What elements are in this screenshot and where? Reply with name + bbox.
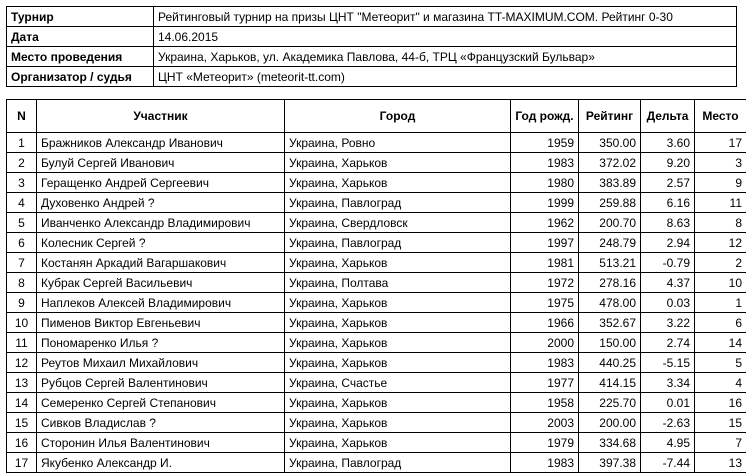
table-row xyxy=(7,193,746,213)
place: 9 xyxy=(695,173,746,193)
results-header-row xyxy=(7,100,746,133)
city: Украина, Счастье xyxy=(285,373,511,393)
participant-name: Иванченко Александр Владимирович xyxy=(37,213,285,233)
table-row xyxy=(7,273,746,293)
col-delta-header: Дельта xyxy=(641,100,695,133)
rating: 350.00 xyxy=(579,133,641,153)
place: 2 xyxy=(695,253,746,273)
col-birth-year-header: Год рожд. xyxy=(511,100,579,133)
info-label: Турнир xyxy=(7,7,154,27)
row-number: 17 xyxy=(7,453,37,473)
birth-year: 1979 xyxy=(511,433,579,453)
row-number: 8 xyxy=(7,273,37,293)
participant-name: Семеренко Сергей Степанович xyxy=(37,393,285,413)
rating: 352.67 xyxy=(579,313,641,333)
participant-name: Бражников Александр Иванович xyxy=(37,133,285,153)
delta: 2.74 xyxy=(641,333,695,353)
rating: 397.38 xyxy=(579,453,641,473)
row-number: 11 xyxy=(7,333,37,353)
city: Украина, Ровно xyxy=(285,133,511,153)
birth-year: 1958 xyxy=(511,393,579,413)
place: 1 xyxy=(695,293,746,313)
table-row xyxy=(7,353,746,373)
rating: 478.00 xyxy=(579,293,641,313)
tournament-info-body xyxy=(7,7,737,87)
delta: 3.22 xyxy=(641,313,695,333)
row-number: 13 xyxy=(7,373,37,393)
birth-year: 1997 xyxy=(511,233,579,253)
place: 8 xyxy=(695,213,746,233)
col-city-header: Город xyxy=(285,100,511,133)
city: Украина, Павлоград xyxy=(285,233,511,253)
birth-year: 1959 xyxy=(511,133,579,153)
table-row xyxy=(7,333,746,353)
table-row xyxy=(7,233,746,253)
info-label: Организатор / судья xyxy=(7,67,154,87)
rating: 200.00 xyxy=(579,413,641,433)
table-row xyxy=(7,313,746,333)
delta: -7.44 xyxy=(641,453,695,473)
delta: 2.57 xyxy=(641,173,695,193)
city: Украина, Полтава xyxy=(285,273,511,293)
col-participant-header: Участник xyxy=(37,100,285,133)
participant-name: Рубцов Сергей Валентинович xyxy=(37,373,285,393)
table-row xyxy=(7,153,746,173)
city: Украина, Харьков xyxy=(285,353,511,373)
place: 16 xyxy=(695,393,746,413)
row-number: 1 xyxy=(7,133,37,153)
row-number: 9 xyxy=(7,293,37,313)
participant-name: Колесник Сергей ? xyxy=(37,233,285,253)
col-rating-header: Рейтинг xyxy=(579,100,641,133)
col-n-header: N xyxy=(7,100,37,133)
delta: 0.03 xyxy=(641,293,695,313)
place: 11 xyxy=(695,193,746,213)
delta: -5.15 xyxy=(641,353,695,373)
city: Украина, Павлоград xyxy=(285,193,511,213)
birth-year: 1983 xyxy=(511,453,579,473)
city: Украина, Харьков xyxy=(285,173,511,193)
row-number: 5 xyxy=(7,213,37,233)
info-row xyxy=(7,67,737,87)
delta: 6.16 xyxy=(641,193,695,213)
col-place-header: Место xyxy=(695,100,746,133)
row-number: 14 xyxy=(7,393,37,413)
city: Украина, Харьков xyxy=(285,313,511,333)
participant-name: Булуй Сергей Иванович xyxy=(37,153,285,173)
participant-name: Духовенко Андрей ? xyxy=(37,193,285,213)
results-body xyxy=(7,133,746,473)
city: Украина, Павлоград xyxy=(285,453,511,473)
table-row xyxy=(7,393,746,413)
place: 5 xyxy=(695,353,746,373)
delta: 4.95 xyxy=(641,433,695,453)
place: 4 xyxy=(695,373,746,393)
row-number: 7 xyxy=(7,253,37,273)
participant-name: Пономаренко Илья ? xyxy=(37,333,285,353)
info-value: Рейтинговый турнир на призы ЦНТ "Метеорит" и магазина TT-MAXIMUM.COM. Рейтинг 0-30 xyxy=(154,7,737,27)
rating: 248.79 xyxy=(579,233,641,253)
table-row xyxy=(7,253,746,273)
birth-year: 1983 xyxy=(511,353,579,373)
place: 7 xyxy=(695,433,746,453)
birth-year: 2000 xyxy=(511,333,579,353)
rating: 150.00 xyxy=(579,333,641,353)
place: 15 xyxy=(695,413,746,433)
results-table xyxy=(6,99,746,473)
delta: -0.79 xyxy=(641,253,695,273)
info-row xyxy=(7,7,737,27)
place: 12 xyxy=(695,233,746,253)
table-row xyxy=(7,453,746,473)
delta: 3.34 xyxy=(641,373,695,393)
place: 10 xyxy=(695,273,746,293)
participant-name: Костанян Аркадий Вагаршакович xyxy=(37,253,285,273)
city: Украина, Свердловск xyxy=(285,213,511,233)
delta: 4.37 xyxy=(641,273,695,293)
info-value: 14.06.2015 xyxy=(154,27,737,47)
table-row xyxy=(7,213,746,233)
row-number: 10 xyxy=(7,313,37,333)
rating: 440.25 xyxy=(579,353,641,373)
delta: 3.60 xyxy=(641,133,695,153)
delta: 8.63 xyxy=(641,213,695,233)
city: Украина, Харьков xyxy=(285,253,511,273)
info-label: Дата xyxy=(7,27,154,47)
participant-name: Наплеков Алексей Владимирович xyxy=(37,293,285,313)
row-number: 15 xyxy=(7,413,37,433)
rating: 414.15 xyxy=(579,373,641,393)
birth-year: 1980 xyxy=(511,173,579,193)
participant-name: Сивков Владислав ? xyxy=(37,413,285,433)
rating: 334.68 xyxy=(579,433,641,453)
participant-name: Реутов Михаил Михайлович xyxy=(37,353,285,373)
birth-year: 1977 xyxy=(511,373,579,393)
table-row xyxy=(7,173,746,193)
city: Украина, Харьков xyxy=(285,153,511,173)
place: 13 xyxy=(695,453,746,473)
rating: 372.02 xyxy=(579,153,641,173)
place: 6 xyxy=(695,313,746,333)
rating: 278.16 xyxy=(579,273,641,293)
birth-year: 1999 xyxy=(511,193,579,213)
table-row xyxy=(7,433,746,453)
birth-year: 1962 xyxy=(511,213,579,233)
delta: 9.20 xyxy=(641,153,695,173)
birth-year: 1981 xyxy=(511,253,579,273)
row-number: 2 xyxy=(7,153,37,173)
birth-year: 1975 xyxy=(511,293,579,313)
delta: 0.01 xyxy=(641,393,695,413)
city: Украина, Харьков xyxy=(285,433,511,453)
row-number: 16 xyxy=(7,433,37,453)
info-row xyxy=(7,47,737,67)
birth-year: 2003 xyxy=(511,413,579,433)
place: 3 xyxy=(695,153,746,173)
rating: 383.89 xyxy=(579,173,641,193)
row-number: 6 xyxy=(7,233,37,253)
rating: 225.70 xyxy=(579,393,641,413)
participant-name: Геращенко Андрей Сергеевич xyxy=(37,173,285,193)
place: 17 xyxy=(695,133,746,153)
row-number: 3 xyxy=(7,173,37,193)
delta: -2.63 xyxy=(641,413,695,433)
row-number: 12 xyxy=(7,353,37,373)
birth-year: 1983 xyxy=(511,153,579,173)
table-row xyxy=(7,133,746,153)
info-label: Место проведения xyxy=(7,47,154,67)
participant-name: Сторонин Илья Валентинович xyxy=(37,433,285,453)
participant-name: Якубенко Александр И. xyxy=(37,453,285,473)
rating: 200.70 xyxy=(579,213,641,233)
info-value: ЦНТ «Метеорит» (meteorit-tt.com) xyxy=(154,67,737,87)
rating: 513.21 xyxy=(579,253,641,273)
tournament-info-table xyxy=(6,6,737,87)
row-number: 4 xyxy=(7,193,37,213)
place: 14 xyxy=(695,333,746,353)
city: Украина, Харьков xyxy=(285,333,511,353)
participant-name: Кубрак Сергей Васильевич xyxy=(37,273,285,293)
rating: 259.88 xyxy=(579,193,641,213)
info-value: Украина, Харьков, ул. Академика Павлова, 44-б, ТРЦ «Французский Бульвар» xyxy=(154,47,737,67)
table-row xyxy=(7,373,746,393)
city: Украина, Харьков xyxy=(285,413,511,433)
info-row xyxy=(7,27,737,47)
table-row xyxy=(7,293,746,313)
table-row xyxy=(7,413,746,433)
city: Украина, Харьков xyxy=(285,393,511,413)
participant-name: Пименов Виктор Евгеньевич xyxy=(37,313,285,333)
city: Украина, Харьков xyxy=(285,293,511,313)
birth-year: 1966 xyxy=(511,313,579,333)
delta: 2.94 xyxy=(641,233,695,253)
birth-year: 1972 xyxy=(511,273,579,293)
